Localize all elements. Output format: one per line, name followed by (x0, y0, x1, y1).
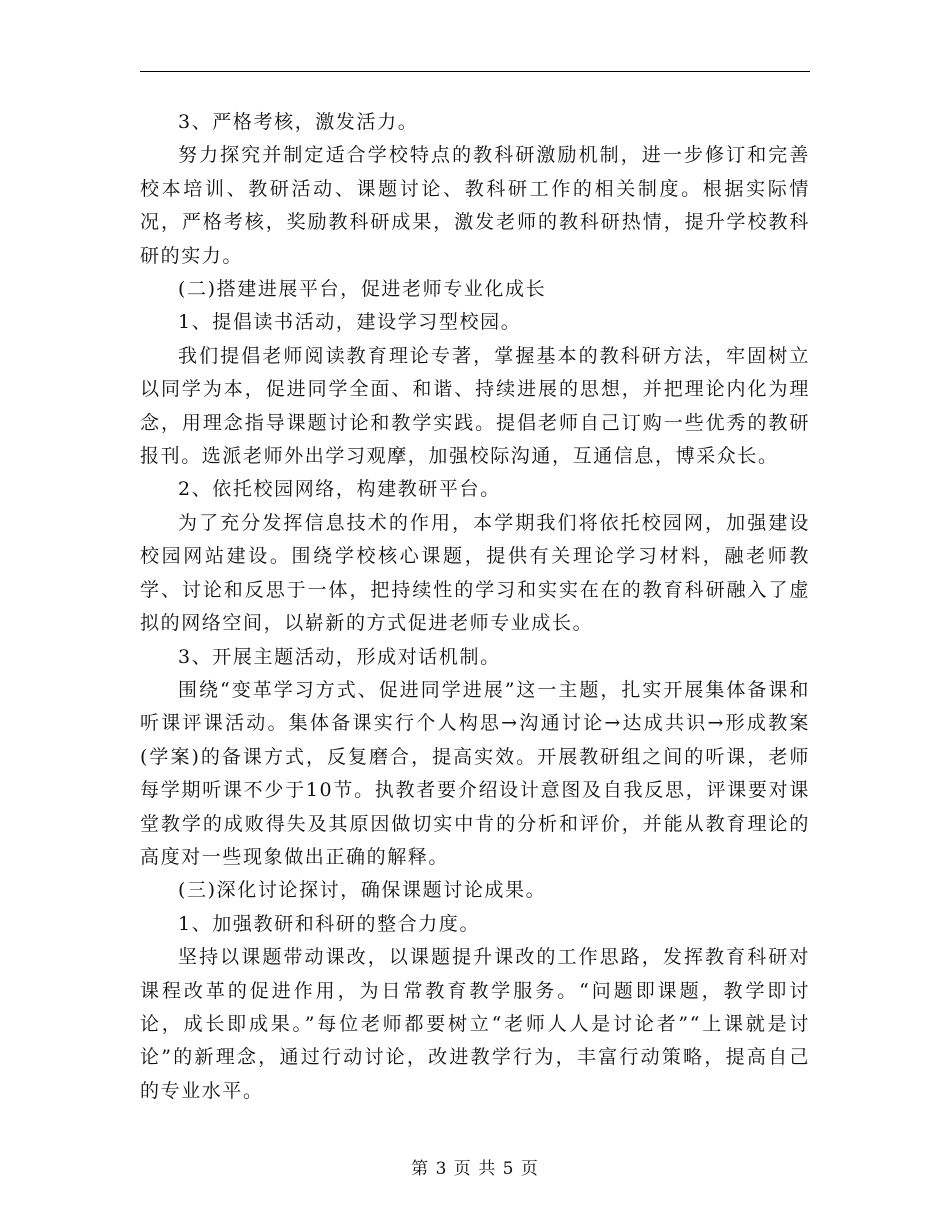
paragraph: 围绕“变革学习方式、促进同学进展”这一主题，扎实开展集体备课和听课评课活动。集体备课实行个人构思→沟通讨论→达成共识→形成教案(学案)的备课方式，反复磨合，提高实效。开展教研组之间的听课，老师每学期听课不少于10节。执教者要介绍设计意图及自我反思，评课要对课堂教学的成败得失及其原因做切实中肯的分析和评价，并能从教育理论的高度对一些现象做出正确的解释。 (140, 678, 810, 868)
footer-middle: 页 共 (453, 1159, 497, 1179)
paragraph: 坚持以课题带动课改，以课题提升课改的工作思路，发挥教育科研对课程改革的促进作用，为日常教育教学服务。“问题即课题，教学即讨论，成长即成果。”每位老师都要树立“老师人人是讨论者”“上课就是讨论”的新理念，通过行动讨论，改进教学行为，丰富行动策略，提高自己的专业水平。 (140, 946, 810, 1102)
section-heading: (三)深化讨论探讨，确保课题讨论成果。 (178, 879, 547, 902)
document-body (140, 106, 810, 1108)
paragraph: 2、依托校园网络，构建教研平台。 (178, 478, 501, 501)
footer-current-page: 3 (435, 1159, 448, 1179)
paragraph: 1、加强教研和科研的整合力度。 (178, 912, 481, 935)
page-footer (0, 1157, 950, 1181)
paragraph: 为了充分发挥信息技术的作用，本学期我们将依托校园网，加强建设校园网站建设。围绕学校核心课题，提供有关理论学习材料，融老师教学、讨论和反思于一体，把持续性的学习和实实在在的教育科研融入了虚拟的网络空间，以崭新的方式促进老师专业成长。 (140, 511, 810, 635)
section-heading: (二)搭建进展平台，促进老师专业化成长 (178, 278, 547, 301)
footer-total-pages: 5 (502, 1159, 515, 1179)
footer-prefix: 第 (411, 1159, 430, 1179)
paragraph: 我们提倡老师阅读教育理论专著，掌握基本的教科研方法，牢固树立以同学为本，促进同学全面、和谐、持续进展的思想，并把理论内化为理念，用理念指导课题讨论和教学实践。提倡老师自己订购一些优秀的教研报刊。选派老师外出学习观摩，加强校际沟通，互通信息，博采众长。 (140, 344, 810, 468)
header-rule (140, 71, 810, 72)
paragraph: 3、严格考核，激发活力。 (178, 111, 419, 133)
footer-suffix: 页 (520, 1159, 539, 1179)
paragraph: 3、开展主题活动，形成对话机制。 (178, 645, 501, 668)
paragraph: 1、提倡读书活动，建设学习型校园。 (178, 311, 522, 334)
paragraph: 努力探究并制定适合学校特点的教科研激励机制，进一步修订和完善校本培训、教研活动、课题讨论、教科研工作的相关制度。根据实际情况，严格考核，奖励教科研成果，激发老师的教科研热情，提升学校教科研的实力。 (140, 144, 810, 267)
